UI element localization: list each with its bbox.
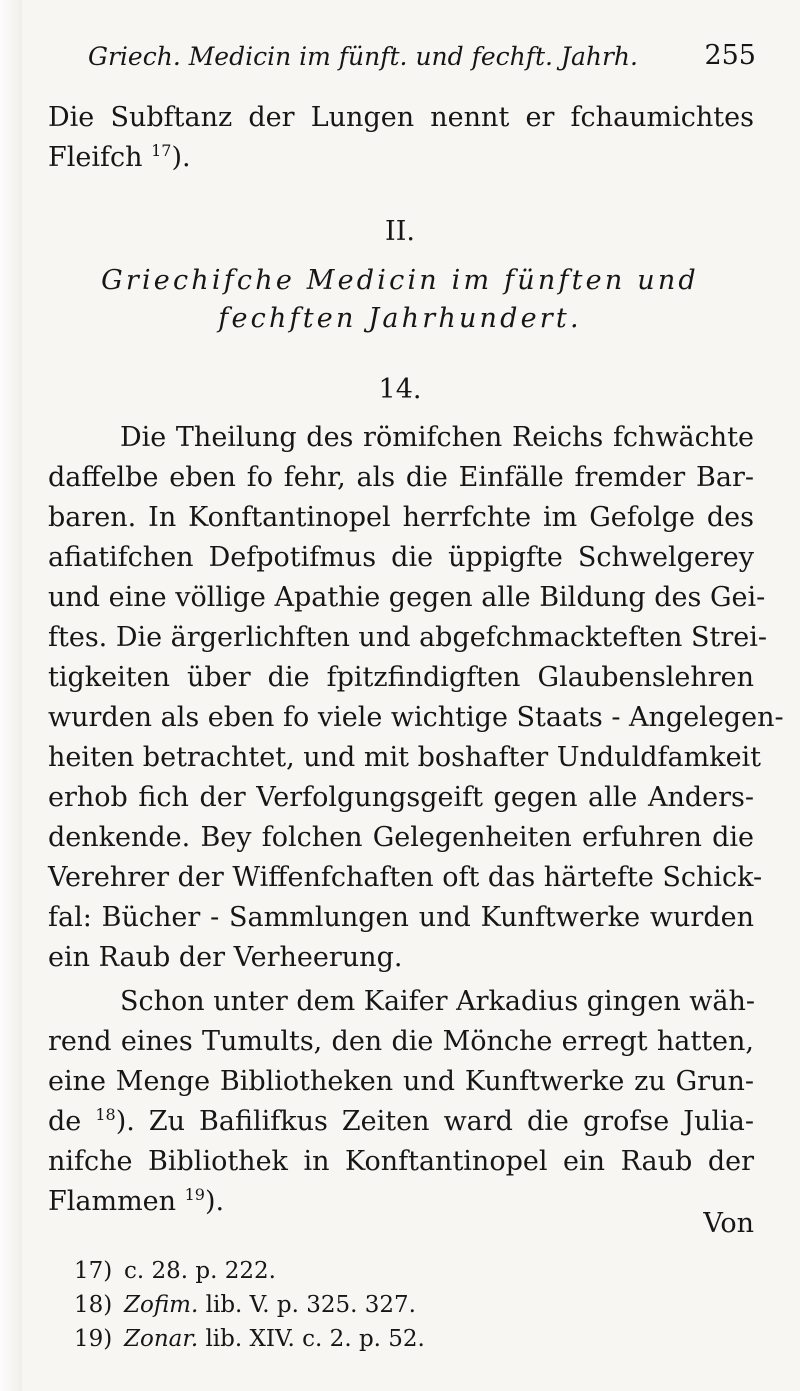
- text-line: daffelbe eben fo fehr, als die Einfälle fremder Bar-: [48, 462, 754, 493]
- footnote: [74, 1256, 276, 1286]
- text-line: afiatifchen Defpotifmus die üppigfte Schwelgerey: [48, 542, 754, 573]
- line-text: de: [48, 1106, 96, 1137]
- text-line: Die Theilung des römifchen Reichs fchwächte: [120, 422, 754, 453]
- section-title-line: Griechifche Medicin im fünften und: [101, 265, 699, 296]
- footnote: [74, 1290, 416, 1320]
- footnote-number: 18): [74, 1292, 113, 1318]
- footnote-source: Zofim.: [124, 1292, 199, 1318]
- text-line: Verehrer der Wiffenfchaften oft das härtefte Schick-: [48, 862, 763, 893]
- text-line: fal: Bücher - Sammlungen und Kunftwerke wurden: [48, 902, 754, 933]
- text-line: [48, 140, 754, 176]
- section-title-line: fechften Jahrhundert.: [218, 303, 582, 334]
- section-numeral: II.: [385, 216, 415, 247]
- text-line: ein Raub der Verheerung.: [48, 942, 403, 973]
- footnote-ref: 18: [95, 1105, 116, 1124]
- text-line: [48, 1104, 754, 1140]
- text-line: denkende. Bey folchen Gelegenheiten erfuhren die: [48, 822, 754, 853]
- line-text: ).: [204, 1186, 225, 1217]
- paragraph-number: 14.: [378, 374, 422, 405]
- text-line: eine Menge Bibliotheken und Kunftwerke zu Grun-: [48, 1066, 754, 1097]
- catchword: Von: [703, 1208, 754, 1239]
- text-line: erhob fich der Verfolgungsgeift gegen alle Anders-: [48, 782, 754, 813]
- line-text: ).: [171, 142, 191, 173]
- footnote-ref: 17: [151, 141, 172, 160]
- footnote-source: Zonar.: [124, 1326, 199, 1352]
- line-text: ). Zu Bafilifkus Zeiten ward die grofse Julia-: [115, 1106, 754, 1137]
- text-line: und eine völlige Apathie gegen alle Bildung des Gei-: [48, 582, 766, 613]
- line-text: Fleifch: [48, 142, 152, 173]
- footnote-number: 19): [74, 1326, 113, 1352]
- text-line: ftes. Die ärgerlichften und abgefchmackteften Strei-: [48, 622, 768, 653]
- running-head: Griech. Medicin im fünft. und fechft. Jahrh.: [88, 42, 638, 71]
- text-line: tigkeiten über die fpitzfindigften Glaubenslehren: [48, 662, 754, 693]
- footnote-reference: lib. XIV. c. 2. p. 52.: [198, 1326, 425, 1352]
- text-line: Schon unter dem Kaifer Arkadius gingen wäh-: [120, 986, 756, 1017]
- text-line: Die Subftanz der Lungen nennt er fchaumichtes: [48, 102, 754, 133]
- text-line: heiten betrachtet, und mit boshafter Unduldfamkeit: [48, 742, 762, 773]
- line-text: Flammen: [48, 1186, 185, 1217]
- text-line: nifche Bibliothek in Konftantinopel ein Raub der: [48, 1146, 754, 1177]
- text-line: [48, 1184, 754, 1220]
- page-edge: [0, 0, 22, 1391]
- text-line: baren. In Konftantinopel herrfchte im Gefolge des: [48, 502, 754, 533]
- footnote: [74, 1324, 425, 1354]
- footnote-number: 17): [74, 1258, 113, 1284]
- text-line: wurden als eben fo viele wichtige Staats - Angelegen-: [48, 702, 784, 733]
- footnote-reference: lib. V. p. 325. 327.: [198, 1292, 416, 1318]
- text-line: rend eines Tumults, den die Mönche erregt hatten,: [48, 1026, 754, 1057]
- footnote-ref: 19: [184, 1185, 205, 1204]
- footnote-reference: c. 28. p. 222.: [124, 1258, 276, 1284]
- page-number: 255: [704, 40, 756, 71]
